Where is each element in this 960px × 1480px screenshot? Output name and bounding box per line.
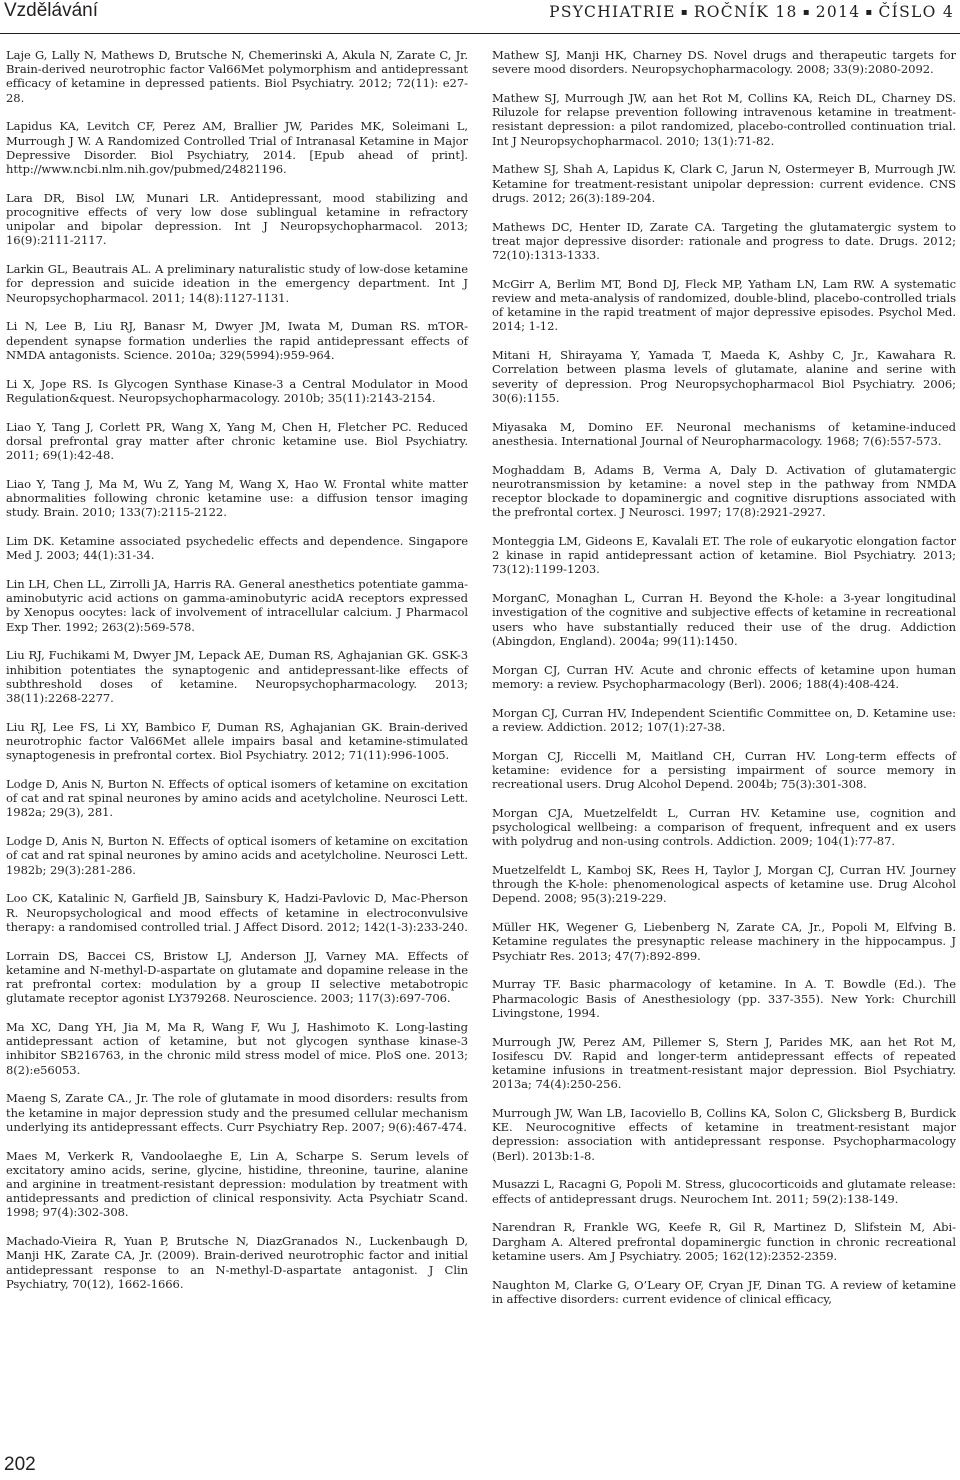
reference-entry: Morgan CJ, Curran HV, Independent Scientific Committee on, D. Ketamine use: a review. Addiction. 2012; 107(1):27-38.: [492, 705, 956, 734]
reference-column-left: [6, 48, 468, 1306]
reference-entry: Mathews DC, Henter ID, Zarate CA. Targeting the glutamatergic system to treat major depressive disorder: rationale and progress to date. Drugs. 2012; 72(10):1313-1333.: [492, 219, 956, 263]
separator-icon: ▪: [802, 7, 811, 18]
reference-entry: Murray TF. Basic pharmacology of ketamine. In A. T. Bowdle (Ed.). The Pharmacologic Basis of Anesthesiology (pp. 337-355). New York: Churchill Livingstone, 1994.: [492, 977, 956, 1020]
reference-entry: MorganC, Monaghan L, Curran H. Beyond the K-hole: a 3-year longitudinal investigation of the cognitive and subjective effects of ketamine in recreational users who have substantially reduced their use of the drug. Addiction (Abingdon, England). 2004a; 99(11):1450.: [492, 591, 956, 648]
page-number: 202: [4, 1454, 36, 1475]
reference-entry: Moghaddam B, Adams B, Verma A, Daly D. Activation of glutamatergic neurotransmission by ketamine: a novel step in the pathway from NMDA receptor blockade to dopaminergic and cognitive disruptions associated with the prefrontal cortex. J Neurosci. 1997; 17(8):2921-2927.: [492, 462, 956, 520]
reference-entry: Mitani H, Shirayama Y, Yamada T, Maeda K, Ashby C, Jr., Kawahara R. Correlation between plasma levels of glutamate, alanine and serine with severity of depression. Prog Neuropsychopharmacol Biol Psychiatry. 2006; 30(6):1155.: [492, 348, 956, 405]
reference-column-right: [492, 48, 956, 1321]
reference-entry: Liu RJ, Lee FS, Li XY, Bambico F, Duman RS, Aghajanian GK. Brain-derived neurotrophic factor Val66Met allele impairs basal and ketamine-stimulated synaptogenesis in prefrontal cortex. Biol Psychiatry. 2012; 71(11):996-1005.: [6, 719, 468, 763]
reference-entry: Larkin GL, Beautrais AL. A preliminary naturalistic study of low-dose ketamine for depression and suicide ideation in the emergency department. Int J Neuropsychopharmacol. 2011; 14(8):1127-1131.: [6, 262, 468, 305]
reference-entry: Naughton M, Clarke G, O’Leary OF, Cryan JF, Dinan TG. A review of ketamine in affective disorders: current evidence of clinical efficacy,: [492, 1277, 956, 1306]
reference-entry: Liao Y, Tang J, Ma M, Wu Z, Yang M, Wang X, Hao W. Frontal white matter abnormalities following chronic ketamine use: a diffusion tensor imaging study. Brain. 2010; 133(7):2115-2122.: [6, 476, 468, 520]
reference-entry: Lodge D, Anis N, Burton N. Effects of optical isomers of ketamine on excitation of cat and rat spinal neurones by amino acids and acetylcholine. Neurosci Lett. 1982a; 29(3), 281.: [6, 777, 468, 820]
separator-icon: ▪: [680, 7, 689, 18]
journal-year: 2014: [815, 3, 861, 21]
reference-entry: Müller HK, Wegener G, Liebenberg N, Zarate CA, Jr., Popoli M, Elfving B. Ketamine regulates the presynaptic release machinery in the hippocampus. J Psychiatr Res. 2013; 47(7):892-899.: [492, 920, 956, 963]
journal-issue: ČÍSLO 4: [878, 3, 954, 21]
reference-entry: Narendran R, Frankle WG, Keefe R, Gil R, Martinez D, Slifstein M, Abi-Dargham A. Altered prefrontal dopaminergic function in chronic recreational ketamine users. Am J Psychiatry. 2005; 162(12):2352-2359.: [492, 1220, 956, 1263]
reference-entry: Liao Y, Tang J, Corlett PR, Wang X, Yang M, Chen H, Fletcher PC. Reduced dorsal prefrontal gray matter after chronic ketamine use. Biol Psychiatry. 2011; 69(1):42-48.: [6, 419, 468, 463]
separator-icon: ▪: [865, 7, 874, 18]
reference-entry: Murrough JW, Wan LB, Iacoviello B, Collins KA, Solon C, Glicksberg B, Burdick KE. Neurocognitive effects of ketamine in treatment-resistant major depression: association with antidepressant response. Psychopharmacology (Berl). 2013b:1-8.: [492, 1106, 956, 1163]
header-rule: [0, 33, 960, 34]
reference-entry: Muetzelfeldt L, Kamboj SK, Rees H, Taylor J, Morgan CJ, Curran HV. Journey through the K-hole: phenomenological aspects of ketamine use. Drug Alcohol Depend. 2008; 95(3):219-229.: [492, 863, 956, 906]
reference-entry: Maes M, Verkerk R, Vandoolaeghe E, Lin A, Scharpe S. Serum levels of excitatory amino acids, serine, glycine, histidine, threonine, taurine, alanine and arginine in treatment-resistant depression: modulation by treatment with antidepressants and prediction of clinical responsivity. Acta Psychiatr Scand. 1998; 97(4):302-308.: [6, 1148, 468, 1220]
reference-entry: Lodge D, Anis N, Burton N. Effects of optical isomers of ketamine on excitation of cat and rat spinal neurones by amino acids and acetylcholine. Neurosci Lett. 1982b; 29(3):281-286.: [6, 834, 468, 877]
reference-entry: Loo CK, Katalinic N, Garfield JB, Sainsbury K, Hadzi-Pavlovic D, Mac-Pherson R. Neuropsychological and mood effects of ketamine in electroconvulsive therapy: a randomised controlled trial. J Affect Disord. 2012; 142(1-3):233-240.: [6, 891, 468, 934]
reference-entry: Li X, Jope RS. Is Glycogen Synthase Kinase-3 a Central Modulator in Mood Regulation&quest. Neuropsychopharmacology. 2010b; 35(11):2143-2154.: [6, 376, 468, 405]
reference-entry: Morgan CJA, Muetzelfeldt L, Curran HV. Ketamine use, cognition and psychological wellbeing: a comparison of frequent, infrequent and ex users with polydrug and non-using controls. Addiction. 2009; 104(1):77-87.: [492, 805, 956, 849]
reference-entry: Miyasaka M, Domino EF. Neuronal mechanisms of ketamine-induced anesthesia. International Journal of Neuropharmacology. 1968; 7(6):557-573.: [492, 419, 956, 448]
reference-entry: Lim DK. Ketamine associated psychedelic effects and dependence. Singapore Med J. 2003; 44(1):31-34.: [6, 534, 468, 563]
reference-entry: Murrough JW, Perez AM, Pillemer S, Stern J, Parides MK, aan het Rot M, Iosifescu DV. Rapid and longer-term antidepressant effects of repeated ketamine infusions in treatment-resistant major depression. Biol Psychiatry. 2013a; 74(4):250-256.: [492, 1034, 956, 1092]
journal-volume: ROČNÍK 18: [693, 3, 798, 21]
reference-entry: Li N, Lee B, Liu RJ, Banasr M, Dwyer JM, Iwata M, Duman RS. mTOR-dependent synapse formation underlies the rapid antidepressant effects of NMDA antagonists. Science. 2010a; 329(5994):959-964.: [6, 319, 468, 362]
reference-entry: Laje G, Lally N, Mathews D, Brutsche N, Chemerinski A, Akula N, Zarate C, Jr. Brain-derived neurotrophic factor Val66Met polymorphism and antidepressant efficacy of ketamine in depressed patients. Biol Psychiatry. 2012; 72(11): e27-28.: [6, 48, 468, 105]
reference-entry: Morgan CJ, Curran HV. Acute and chronic effects of ketamine upon human memory: a review. Psychopharmacology (Berl). 2006; 188(4):408-424.: [492, 662, 956, 691]
journal-running-head: [549, 3, 954, 21]
reference-entry: Lapidus KA, Levitch CF, Perez AM, Brallier JW, Parides MK, Soleimani L, Murrough J W. A Randomized Controlled Trial of Intranasal Ketamine in Major Depressive Disorder. Biol Psychiatry, 2014. [Epub ahead of print]. http://www.ncbi.nlm.nih.gov/pubmed/24821196.: [6, 119, 468, 177]
reference-entry: Lara DR, Bisol LW, Munari LR. Antidepressant, mood stabilizing and procognitive effects of very low dose sublingual ketamine in refractory unipolar and bipolar depression. Int J Neuropsychopharmacol. 2013; 16(9):2111-2117.: [6, 190, 468, 248]
reference-entry: Morgan CJ, Riccelli M, Maitland CH, Curran HV. Long-term effects of ketamine: evidence for a persisting impairment of source memory in recreational users. Drug Alcohol Depend. 2004b; 75(3):301-308.: [492, 748, 956, 792]
reference-entry: Lorrain DS, Baccei CS, Bristow LJ, Anderson JJ, Varney MA. Effects of ketamine and N-methyl-D-aspartate on glutamate and dopamine release in the rat prefrontal cortex: modulation by a group II selective metabotropic glutamate receptor agonist LY379268. Neuroscience. 2003; 117(3):697-706.: [6, 948, 468, 1006]
reference-entry: Monteggia LM, Gideons E, Kavalali ET. The role of eukaryotic elongation factor 2 kinase in rapid antidepressant action of ketamine. Biol Psychiatry. 2013; 73(12):1199-1203.: [492, 534, 956, 577]
reference-entry: Maeng S, Zarate CA., Jr. The role of glutamate in mood disorders: results from the ketamine in major depression study and the presumed cellular mechanism underlying its antidepressant effects. Curr Psychiatry Rep. 2007; 9(6):467-474.: [6, 1091, 468, 1134]
reference-entry: Ma XC, Dang YH, Jia M, Ma R, Wang F, Wu J, Hashimoto K. Long-lasting antidepressant action of ketamine, but not glycogen synthase kinase-3 inhibitor SB216763, in the chronic mild stress model of mice. PloS one. 2013; 8(2):e56053.: [6, 1020, 468, 1077]
journal-name: PSYCHIATRIE: [549, 3, 676, 21]
reference-entry: Lin LH, Chen LL, Zirrolli JA, Harris RA. General anesthetics potentiate gamma-aminobutyric acid actions on gamma-aminobutyric acidA receptors expressed by Xenopus oocytes: lack of involvement of intracellular calcium. J Pharmacol Exp Ther. 1992; 263(2):569-578.: [6, 577, 469, 634]
page-header: [0, 0, 960, 32]
section-title: Vzdělávání: [4, 0, 99, 21]
reference-entry: Mathew SJ, Murrough JW, aan het Rot M, Collins KA, Reich DL, Charney DS. Riluzole for relapse prevention following intravenous ketamine in treatment-resistant depression: a pilot randomized, placebo-controlled continuation trial. Int J Neuropsychopharmacol. 2010; 13(1):71-82.: [492, 91, 956, 148]
reference-entry: McGirr A, Berlim MT, Bond DJ, Fleck MP, Yatham LN, Lam RW. A systematic review and meta-analysis of randomized, double-blind, placebo-controlled trials of ketamine in the rapid treatment of major depressive episodes. Psychol Med. 2014; 1-12.: [492, 276, 956, 334]
reference-entry: Machado-Vieira R, Yuan P, Brutsche N, DiazGranados N., Luckenbaugh D, Manji HK, Zarate CA, Jr. (2009). Brain-derived neurotrophic factor and initial antidepressant response to an N-methyl-D-aspartate antagonist. J Clin Psychiatry, 70(12), 1662-1666.: [6, 1234, 468, 1291]
reference-entry: Mathew SJ, Shah A, Lapidus K, Clark C, Jarun N, Ostermeyer B, Murrough JW. Ketamine for treatment-resistant unipolar depression: current evidence. CNS drugs. 2012; 26(3):189-204.: [492, 162, 956, 205]
reference-entry: Liu RJ, Fuchikami M, Dwyer JM, Lepack AE, Duman RS, Aghajanian GK. GSK-3 inhibition potentiates the synaptogenic and antidepressant-like effects of subthreshold doses of ketamine. Neuropsychopharmacology. 2013; 38(11):2268-2277.: [6, 648, 468, 706]
reference-entry: Mathew SJ, Manji HK, Charney DS. Novel drugs and therapeutic targets for severe mood disorders. Neuropsychopharmacology. 2008; 33(9):2080-2092.: [492, 48, 956, 77]
reference-entry: Musazzi L, Racagni G, Popoli M. Stress, glucocorticoids and glutamate release: effects of antidepressant drugs. Neurochem Int. 2011; 59(2):138-149.: [492, 1177, 956, 1206]
